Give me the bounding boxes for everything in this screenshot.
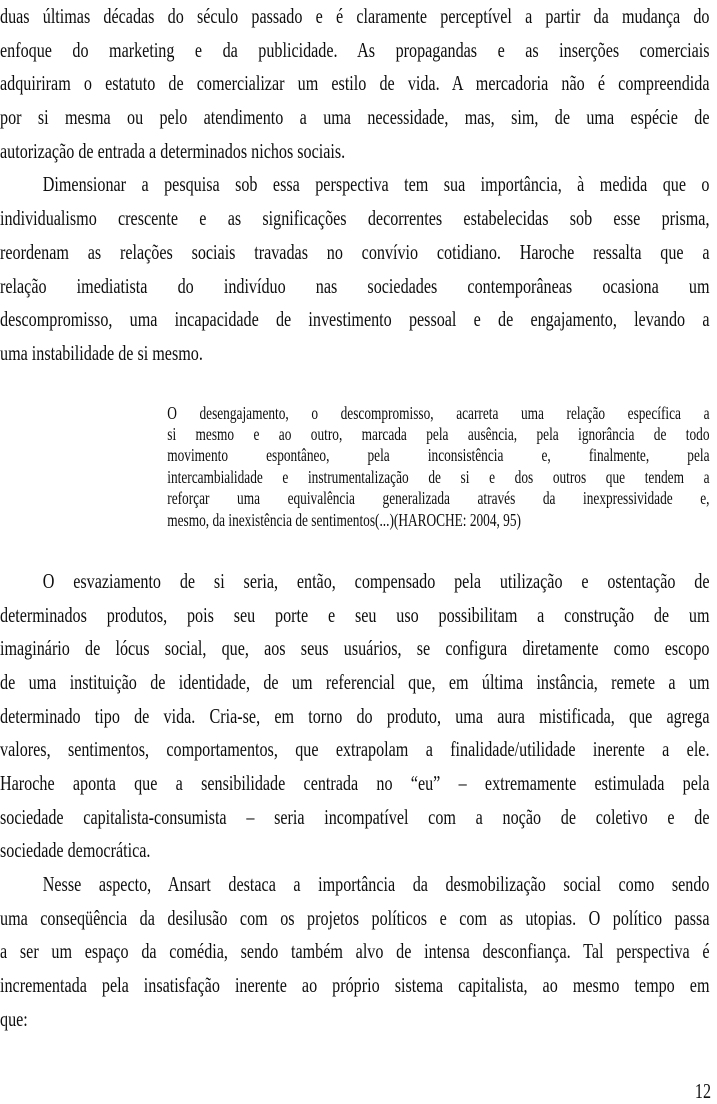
paragraph bbox=[0, 565, 710, 868]
text-line: O esvaziamento de si seria, então, compensado pela utilização e ostentação de bbox=[42, 568, 710, 593]
text-line: Dimensionar a pesquisa sob essa perspectiva tem sua importância, à medida que o bbox=[42, 172, 710, 197]
text-line: determinado tipo de vida. Cria-se, em torno do produto, uma aura mistificada, que agrega bbox=[0, 703, 710, 728]
text-line: uma instabilidade de si mesmo. bbox=[0, 340, 203, 365]
text-line: uma conseqüência da desilusão com os projetos políticos e com as utopias. O político passa bbox=[0, 905, 710, 930]
text-line: intercambialidade e instrumentalização de si e dos outros que tendem a bbox=[167, 466, 710, 487]
text-line: que: bbox=[0, 1006, 28, 1031]
text-line: enfoque do marketing e da publicidade. As propagandas e as inserções comerciais bbox=[0, 37, 710, 62]
text-line: valores, sentimentos, comportamentos, que extrapolam a finalidade/utilidade inerente a ele. bbox=[0, 737, 710, 762]
paragraph bbox=[0, 0, 710, 168]
text-line: relação imediatista do indivíduo nas sociedades contemporâneas ocasiona um bbox=[0, 273, 710, 298]
text-line: adquiriram o estatuto de comercializar um estilo de vida. A mercadoria não é compreendida bbox=[0, 71, 710, 96]
text-line: reforçar uma equivalência generalizada através da inexpressividade e, bbox=[167, 488, 710, 509]
text-line: descompromisso, uma incapacidade de investimento pessoal e de engajamento, levando a bbox=[0, 307, 710, 332]
text-line: Nesse aspecto, Ansart destaca a importância da desmobilização social como sendo bbox=[42, 872, 710, 897]
text-line: determinados produtos, pois seu porte e seu uso possibilitam a construção de um bbox=[0, 602, 710, 627]
page-number: 12 bbox=[694, 1079, 711, 1103]
text-line: a ser um espaço da comédia, sendo também alvo de intensa desconfiança. Tal perspectiva é bbox=[0, 939, 710, 964]
text-line: Haroche aponta que a sensibilidade centrada no “eu” – extremamente estimulada pela bbox=[0, 771, 710, 796]
paragraph bbox=[0, 868, 710, 1036]
text-line: por si mesma ou pelo atendimento a uma necessidade, mas, sim, de uma espécie de bbox=[0, 105, 710, 130]
text-line: incrementada pela insatisfação inerente ao próprio sistema capitalista, ao mesmo tempo em bbox=[0, 973, 710, 998]
text-line: reordenam as relações sociais travadas no convívio cotidiano. Haroche ressalta que a bbox=[0, 239, 710, 264]
text-line: si mesmo e ao outro, marcada pela ausência, pela ignorância de todo bbox=[167, 423, 710, 444]
text-line: mesmo, da inexistência de sentimentos(...)(HAROCHE: 2004, 95) bbox=[167, 509, 521, 530]
text-line: duas últimas décadas do século passado e é claramente perceptível a partir da mudança do bbox=[0, 4, 710, 28]
quotation-block bbox=[167, 403, 709, 531]
text-line: de uma instituição de identidade, de um referencial que, em última instância, remete a um bbox=[0, 669, 710, 694]
text-line: autorização de entrada a determinados nichos sociais. bbox=[0, 138, 346, 163]
text-line: movimento espontâneo, pela inconsistência e, finalmente, pela bbox=[167, 445, 710, 466]
text-line: sociedade capitalista-consumista – seria incompatível com a noção de coletivo e de bbox=[0, 804, 710, 829]
text-line: imaginário de lócus social, que, aos seus usuários, se configura diretamente como escopo bbox=[0, 636, 710, 661]
text-line: O desengajamento, o descompromisso, acarreta uma relação específica a bbox=[167, 402, 710, 423]
paragraph bbox=[0, 168, 710, 370]
text-line: sociedade democrática. bbox=[0, 838, 151, 863]
text-line: individualismo crescente e as significações decorrentes estabelecidas sob esse prisma, bbox=[0, 206, 710, 231]
